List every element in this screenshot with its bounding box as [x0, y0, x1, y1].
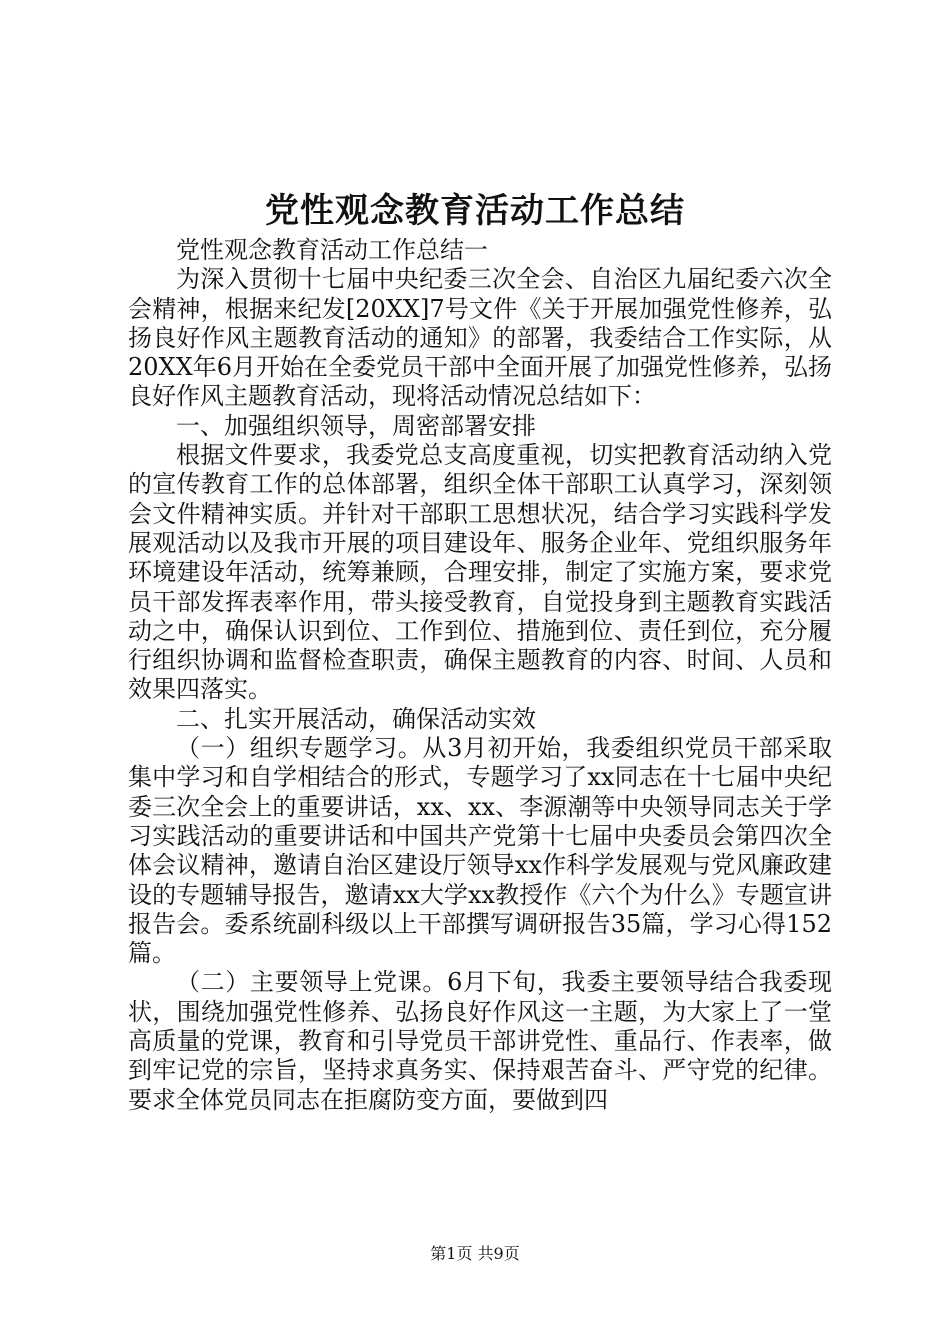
document-body: [128, 236, 832, 1115]
paragraph-intro: 为深入贯彻十七届中央纪委三次全会、自治区九届纪委六次全会精神，根据来纪发[20XX]7号文件《关于开展加强党性修养，弘扬良好作风主题教育活动的通知》的部署，我委结合工作实际，从20XX年6月开始在全委党员干部中全面开展了加强党性修养，弘扬良好作风主题教育活动，现将活动情况总结如下：: [128, 265, 832, 411]
section-heading-1: 一、加强组织领导，周密部署安排: [176, 411, 536, 440]
paragraph-item-2: （二）主要领导上党课。6月下旬，我委主要领导结合我委现状，围绕加强党性修养、弘扬良好作风这一主题，为大家上了一堂高质量的党课，教育和引导党员干部讲党性、重品行、作表率，做到牢记党的宗旨，坚持求真务实、保持艰苦奋斗、严守党的纪律。要求全体党员同志在拒腐防变方面，要做到四: [128, 968, 832, 1114]
section-heading-2: 二、扎实开展活动，确保活动实效: [176, 704, 536, 733]
page-footer: [0, 1243, 950, 1265]
paragraph-section-1: 根据文件要求，我委党总支高度重视，切实把教育活动纳入党的宣传教育工作的总体部署，组织全体干部职工认真学习，深刻领会文件精神实质。并针对干部职工思想状况，结合学习实践科学发展观活动以及我市开展的项目建设年、服务企业年、党组织服务年环境建设年活动，统筹兼顾，合理安排，制定了实施方案，要求党员干部发挥表率作用，带头接受教育，自觉投身到主题教育实践活动之中，确保认识到位、工作到位、措施到位、责任到位，充分履行组织协调和监督检查职责，确保主题教育的内容、时间、人员和效果四落实。: [128, 441, 832, 704]
paragraph-subtitle: 党性观念教育活动工作总结一: [176, 236, 488, 264]
document-title: 党性观念教育活动工作总结: [265, 191, 685, 231]
page-total: 共9页: [477, 1244, 520, 1263]
paragraph-item-1: （一）组织专题学习。从3月初开始，我委组织党员干部采取集中学习和自学相结合的形式，专题学习了xx同志在十七届中央纪委三次全会上的重要讲话，xx、xx、李源潮等中央领导同志关于学习实践活动的重要讲话和中国共产党第十七届中央委员会第四次全体会议精神，邀请自治区建设厅领导xx作科学发展观与党风廉政建设的专题辅导报告，邀请xx大学xx教授作《六个为什么》专题宣讲报告会。委系统副科级以上干部撰写调研报告35篇，学习心得152篇。: [128, 734, 832, 968]
page-number: 第1页: [430, 1244, 473, 1263]
